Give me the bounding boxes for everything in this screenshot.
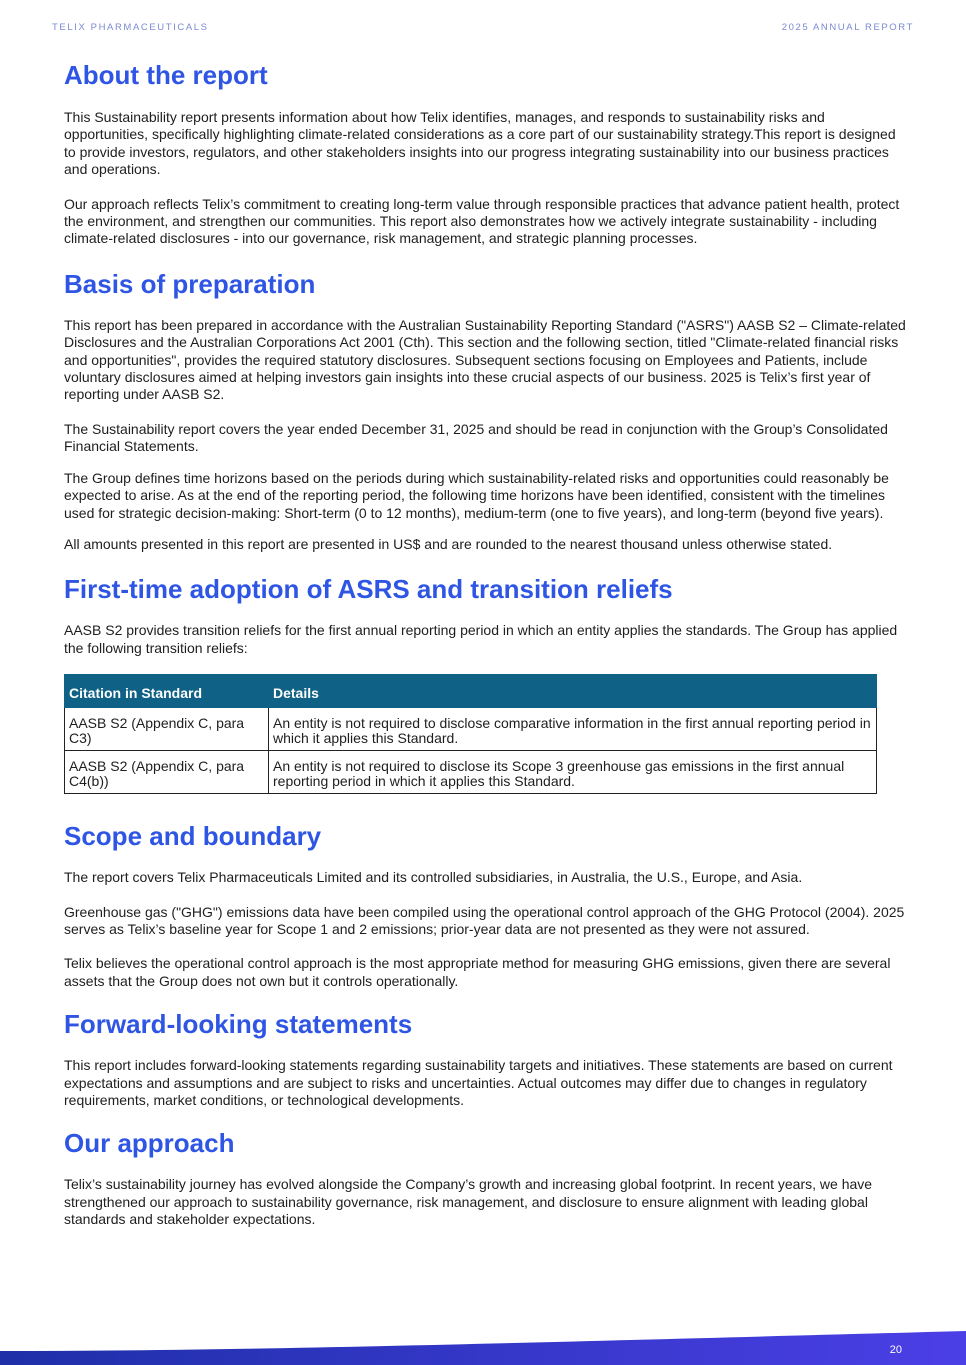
basis-paragraph-4: All amounts presented in this report are presented in US$ and are rounded to the nearest thousand unless otherwise stated. [64, 535, 833, 552]
column-header-citation: Citation in Standard [65, 675, 269, 708]
approach-heading: Our approach [64, 1128, 235, 1159]
page-content [64, 58, 906, 1229]
about-heading: About the report [64, 60, 268, 90]
basis-paragraph-3: The Group defines time horizons based on the periods during which sustainability-related risks and opportunities could reasonably be expected to arise. As at the end of the reporting period, the following time horizons have been identified, consistent with the timelines used for strategic decision-making: Short-term (0 to 12 months), medium-term (one to five years), and long-term (beyond five years). [64, 469, 889, 521]
scope-paragraph-3: Telix believes the operational control approach is the most appropriate method for measuring GHG emissions, given there are several assets that the Group does not own but it controls operationally. [64, 955, 891, 989]
table-cell-details: An entity is not required to disclose comparative information in the first annual reporting period in which it applies this Standard. [269, 708, 877, 751]
table-cell-citation: AASB S2 (Appendix C, para C3) [65, 708, 269, 751]
about-paragraph-2: Our approach reflects Telix’s commitment to creating long-term value through responsible practices that advance patient health, protect the environment, and strengthen our communities. This report also demonstrates how we actively integrate sustainability - including climate-related disclosures - into our governance, risk management, and strategic planning processes. [64, 195, 900, 247]
column-header-details: Details [269, 675, 877, 708]
approach-paragraph-1: Telix’s sustainability journey has evolved alongside the Company’s growth and increasing global footprint. In recent years, we have strengthened our approach to sustainability governance, risk management, and disclosure to ensure alignment with leading global standards and stakeholder expectations. [64, 1176, 873, 1228]
forward-paragraph-1: This report includes forward-looking statements regarding sustainability targets and initiatives. These statements are based on current expectations and assumptions and are subject to risks and uncertainties. Actual outcomes may differ due to changes in regulatory requirements, market conditions, or technological developments. [64, 1057, 893, 1108]
footer-wave-band [0, 1325, 966, 1365]
transition-reliefs-table [64, 674, 877, 794]
basis-heading: Basis of preparation [64, 268, 316, 299]
basis-paragraph-1: This report has been prepared in accordance with the Australian Sustainability Reporting Standard ("ASRS") AASB S2 – Climate-related Disclosures and the Australian Corporations Act 2001 (Cth). This section and the following section, titled "Climate-related financial risks and opportunities", provides the required statutory disclosures. Subsequent sections focusing on Employees and Patients, include voluntary disclosures aimed at helping investors gain insights into these crucial aspects of our business. 2025 is Telix’s first year of reporting under AASB S2. [64, 316, 906, 403]
table-cell-details: An entity is not required to disclose its Scope 3 greenhouse gas emissions in the first annual reporting period in which it applies this Standard. [269, 751, 877, 794]
table-row [65, 751, 877, 794]
table-row [65, 708, 877, 751]
table-header-row [65, 675, 877, 708]
scope-heading: Scope and boundary [64, 821, 322, 852]
header-report-title: 2025 ANNUAL REPORT [781, 22, 914, 33]
adoption-intro: AASB S2 provides transition reliefs for the first annual reporting period in which an entity applies the standards. The Group has applied the following transition reliefs: [64, 622, 898, 656]
header-company: TELIX PHARMACEUTICALS [52, 22, 209, 33]
forward-heading: Forward-looking statements [64, 1009, 413, 1040]
basis-paragraph-2: The Sustainability report covers the year ended December 31, 2025 and should be read in conjunction with the Group’s Consolidated Financial Statements. [64, 420, 888, 455]
page-number: 20 [889, 1344, 902, 1356]
about-paragraph-1: This Sustainability report presents information about how Telix identifies, manages, and responds to sustainability risks and opportunities, specifically highlighting climate-related considerations as a core part of our sustainability strategy.This report is designed to provide investors, regulators, and other stakeholders insights into our progress integrating sustainability into our business practices and operations. [64, 109, 896, 178]
adoption-heading: First-time adoption of ASRS and transition reliefs [64, 574, 673, 605]
running-header [52, 22, 914, 33]
scope-paragraph-1: The report covers Telix Pharmaceuticals Limited and its controlled subsidiaries, in Australia, the U.S., Europe, and Asia. [64, 869, 803, 886]
table-cell-citation: AASB S2 (Appendix C, para C4(b)) [65, 751, 269, 794]
scope-paragraph-2: Greenhouse gas ("GHG") emissions data have been compiled using the operational control approach of the GHG Protocol (2004). 2025 serves as Telix’s baseline year for Scope 1 and 2 emissions; prior-year data are not presented as they were not assured. [64, 903, 905, 937]
